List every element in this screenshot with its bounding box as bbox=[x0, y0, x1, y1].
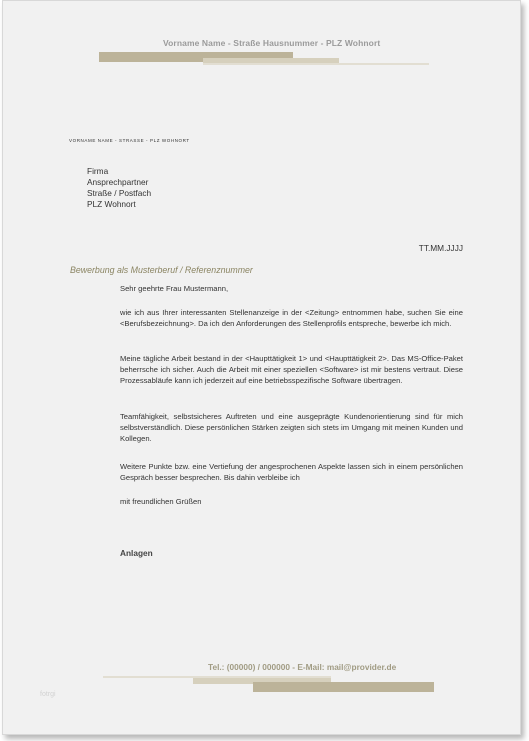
paragraph-2: Meine tägliche Arbeit bestand in der <Haupttätigkeit 1> und <Haupttätigkeit 2>. Das MS-Office-Paket beherrsche ich sicher. Auch die Arbeit mit einer speziellen <Software> ist mir bestens vertraut. Diese Prozessabläufe kann ich jederzeit auf eine betriebsspezifische Software übertragen. bbox=[120, 354, 463, 386]
watermark-text: fotrgi bbox=[40, 691, 56, 698]
paragraph-1: wie ich aus Ihrer interessanten Stellenanzeige in der <Zeitung> entnommen habe, suchen Sie eine <Berufsbezeichnung>. Da ich den Anforderungen des Stellenprofils entspreche, bewerbe ich mich. bbox=[120, 308, 463, 329]
paragraph-4: Weitere Punkte bzw. eine Vertiefung der angesprochenen Aspekte lassen sich in einem persönlichen Gespräch besser besprechen. Bis dahin verbleibe ich bbox=[120, 462, 463, 483]
recipient-city: PLZ Wohnort bbox=[87, 199, 136, 209]
salutation: Sehr geehrte Frau Mustermann, bbox=[120, 284, 229, 293]
paragraph-3: Teamfähigkeit, selbstsicheres Auftreten und eine ausgeprägte Kundenorientierung sind für mich selbstverständlich. Diese persönlichen Stärken zeigten sich stets im Umgang mit meinen Kunden und Kollegen. bbox=[120, 412, 463, 444]
recipient-contact: Ansprechpartner bbox=[87, 177, 149, 187]
letter-subject: Bewerbung als Musterberuf / Referenznummer bbox=[70, 265, 253, 275]
recipient-street: Straße / Postfach bbox=[87, 188, 152, 198]
header-bar-line bbox=[203, 63, 429, 65]
header-contact-line: Vorname Name - Straße Hausnummer - PLZ Wohnort bbox=[163, 38, 381, 48]
attachments-label: Anlagen bbox=[120, 548, 153, 558]
footer-contact-line: Tel.: (00000) / 000000 - E-Mail: mail@provider.de bbox=[208, 662, 397, 672]
recipient-address bbox=[87, 166, 151, 210]
recipient-company: Firma bbox=[87, 166, 109, 176]
letter-page bbox=[2, 0, 521, 735]
footer-bar-dark bbox=[253, 682, 434, 692]
sender-address-small: VORNAME NAME - STRASSE - PLZ WOHNORT bbox=[69, 138, 190, 143]
letter-date: TT.MM.JJJJ bbox=[418, 243, 463, 253]
closing: mit freundlichen Grüßen bbox=[120, 497, 202, 506]
